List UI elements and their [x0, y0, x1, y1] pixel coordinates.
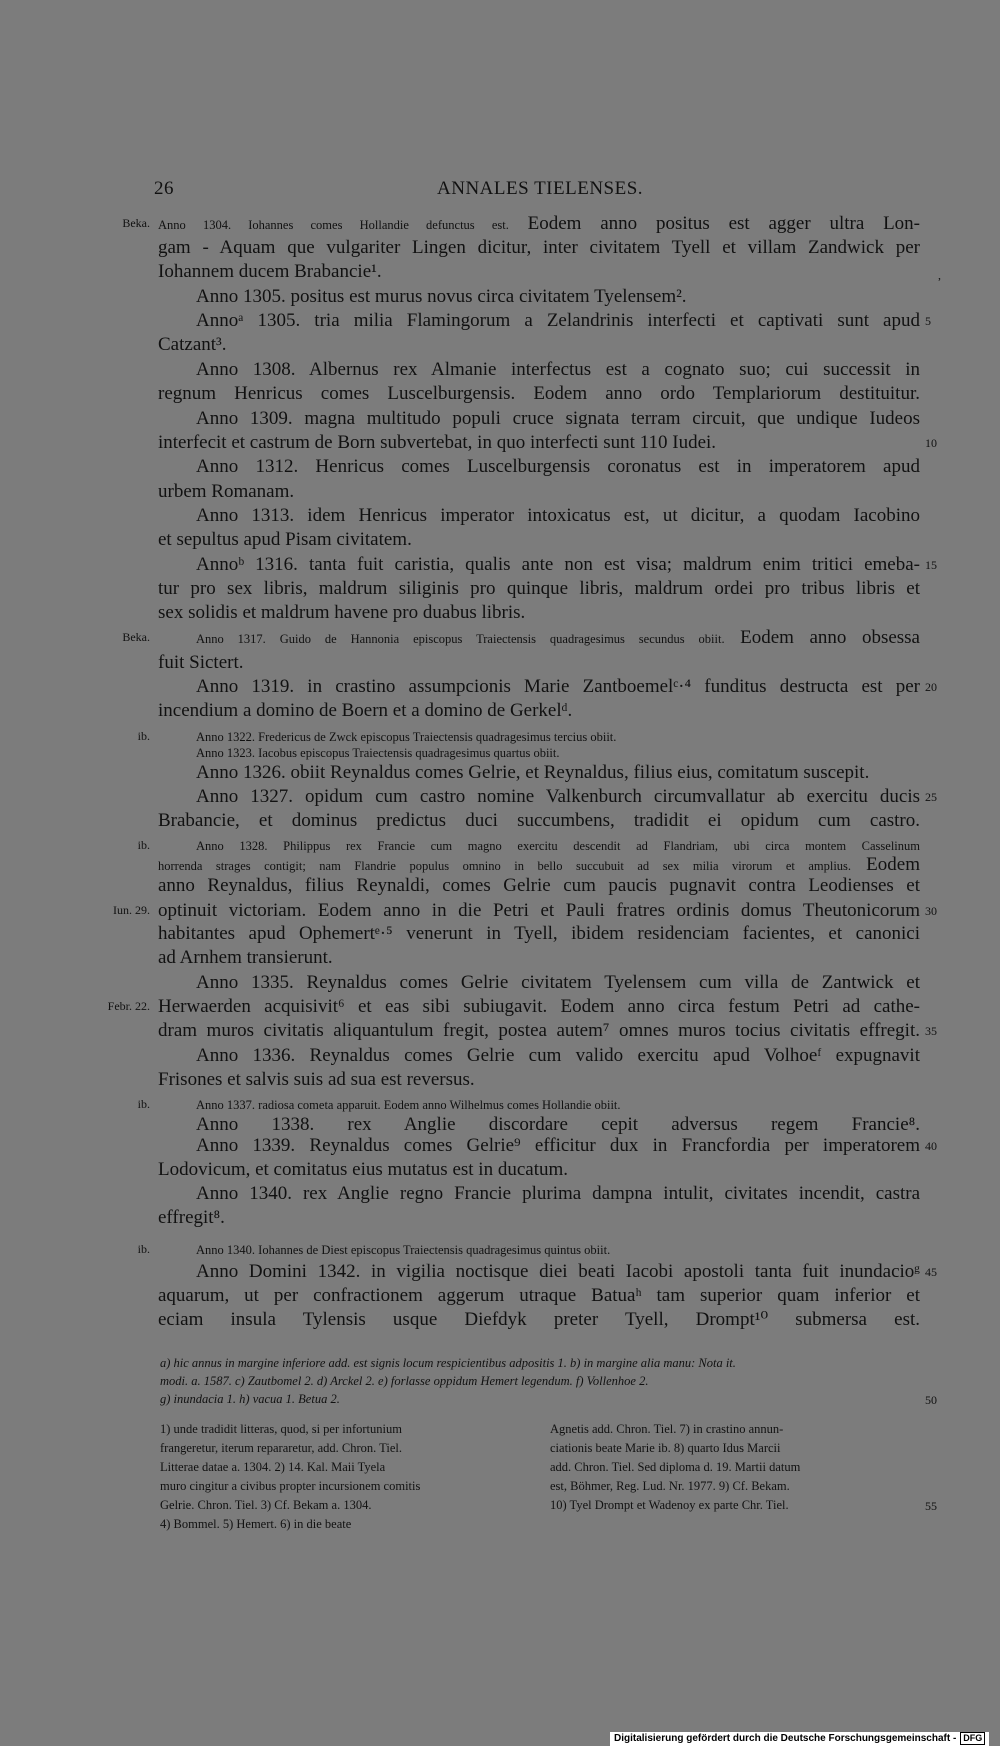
- line-number: 5: [925, 314, 931, 328]
- footnote-line: Agnetis add. Chron. Tiel. 7) in crastino annun-: [550, 1422, 784, 1436]
- text-line: Anno 1317. Guido de Hannonia episcopus Traiectensis quadragesimus secundus obiit. Eodem anno obsessa: [196, 627, 920, 648]
- footnote-line: est, Böhmer, Reg. Lud. Nr. 1977. 9) Cf. Bekam.: [550, 1479, 790, 1493]
- line-number: 25: [925, 790, 937, 804]
- footnote-line: add. Chron. Tiel. Sed diploma d. 19. Martii datum: [550, 1460, 801, 1474]
- text-line: Anno 1335. Reynaldus comes Gelrie civitatem Tyelensem cum villa de Zantwick et: [196, 972, 920, 993]
- text-line: Anno 1326. obiit Reynaldus comes Gelrie, et Reynaldus, filius eius, comitatum suscepit.: [196, 762, 870, 783]
- small-print: Anno 1317. Guido de Hannonia episcopus Traiectensis quadragesimus secundus obiit.: [196, 632, 725, 646]
- text-line: Anno 1309. magna multitudo populi cruce signata terram circuit, que undique Iudeos: [196, 408, 920, 429]
- text-line: aquarum, ut per confractionem aggerum utraque Batuaʰ tam superior quam inferior et: [158, 1285, 920, 1306]
- text-line: Anno 1319. in crastino assumpcionis Marie Zantboemelᶜ·⁴ funditus destructa est per: [196, 676, 920, 697]
- text-line: eciam insula Tylensis usque Diefdyk preter Tyell, Drompt¹⁰ submersa est.: [158, 1309, 920, 1330]
- source-sidenote: ib.: [137, 1097, 150, 1111]
- line-number: 15: [925, 558, 937, 572]
- source-sidenote: Beka.: [122, 216, 150, 230]
- text-line: Anno 1336. Reynaldus comes Gelrie cum valido exercitu apud Volhoeᶠ expugnavit: [196, 1045, 920, 1066]
- line-number: 10: [925, 436, 937, 450]
- dfg-logo: DFG: [960, 1732, 985, 1745]
- source-sidenote: Febr. 22.: [107, 999, 150, 1013]
- text-line: Herwaerden acquisivit⁶ et eas sibi subiugavit. Eodem anno circa festum Petri ad cathe-: [158, 996, 920, 1017]
- text-line: incendium a domino de Boern et a domino de Gerkelᵈ.: [158, 700, 573, 721]
- line-number: 20: [925, 680, 937, 694]
- text-line: Catzant³.: [158, 334, 227, 355]
- line-number: 45: [925, 1265, 937, 1279]
- margin-mark: ,: [938, 268, 941, 282]
- text-line: Anno 1323. Iacobus episcopus Traiectensis quadragesimus quartus obiit.: [196, 746, 560, 760]
- text-line: Annoᵃ 1305. tria milia Flamingorum a Zelandrinis interfecti et captivati sunt apud: [196, 310, 920, 331]
- text-line: interfecit et castrum de Born subvertebat, in quo interfecti sunt 110 Iudei.: [158, 432, 717, 453]
- footnote-line: Litterae datae a. 1304. 2) 14. Kal. Maii Tyela: [160, 1460, 386, 1474]
- line-number: 40: [925, 1139, 937, 1153]
- text-line: habitantes apud Ophemertᵉ·⁵ venerunt in Tyell, ibidem residenciam facientes, et canonici: [158, 923, 920, 944]
- small-print: horrenda strages contigit; nam Flandrie populus omnino in bello succubuit ad sex milia virorum et amplius.: [158, 859, 852, 873]
- text-line: Anno 1340. Iohannes de Diest episcopus Traiectensis quadragesimus quintus obiit.: [196, 1243, 611, 1257]
- source-sidenote: Iun. 29.: [113, 903, 150, 917]
- page-number: 26: [154, 178, 174, 199]
- text-line: Iohannem ducem Brabancie¹.: [158, 261, 382, 282]
- text-line: Anno 1322. Fredericus de Zwck episcopus Traiectensis quadragesimus tercius obiit.: [196, 730, 617, 744]
- text-line: Anno Domini 1342. in vigilia noctisque diei beati Iacobi apostoli tanta fuit inundacioᵍ: [196, 1261, 920, 1282]
- text-line: Annoᵇ 1316. tanta fuit caristia, qualis ante non est visa; maldrum enim tritici emeba-: [196, 554, 920, 575]
- text-line: anno Reynaldus, filius Reynaldi, comes Gelrie cum paucis pugnavit contra Leodienses et: [158, 875, 920, 896]
- text-line: tur pro sex libris, maldrum siliginis pro quinque libris, maldrum ordei pro tribus libris et: [158, 578, 920, 599]
- footnote-line: muro cingitur a civibus propter incursionem comitis: [160, 1479, 421, 1493]
- text-line: horrenda strages contigit; nam Flandrie populus omnino in bello succubuit ad sex milia virorum et amplius. Eodem: [158, 854, 920, 875]
- footnote-line: 1) unde tradidit litteras, quod, si per infortunium: [160, 1422, 402, 1436]
- source-sidenote: ib.: [137, 729, 150, 743]
- line-number: 50: [925, 1393, 937, 1407]
- text-line: et sepultus apud Pisam civitatem.: [158, 529, 412, 550]
- running-title: ANNALES TIELENSES.: [437, 178, 644, 199]
- text-line: urbem Romanam.: [158, 481, 295, 502]
- source-sidenote: ib.: [137, 838, 150, 852]
- footnote-line: ciationis beate Marie ib. 8) quarto Idus Marcii: [550, 1441, 781, 1455]
- text-line: gam - Aquam que vulgariter Lingen dicitur, inter civitatem Tyell et villam Zandwick per: [158, 237, 920, 258]
- apparatus-line: g) inundacia 1. h) vacua 1. Betua 2.: [160, 1392, 340, 1406]
- text-line: Anno 1305. positus est murus novus circa civitatem Tyelensem².: [196, 286, 687, 307]
- text-line: sex solidis et maldrum havene pro duabus libris.: [158, 602, 526, 623]
- line-number: 55: [925, 1499, 937, 1513]
- source-sidenote: Beka.: [122, 630, 150, 644]
- dfg-footer: [610, 1732, 989, 1746]
- text-line: Frisones et salvis suis ad sua est reversus.: [158, 1069, 475, 1090]
- text-line: Anno 1304. Iohannes comes Hollandie defunctus est. Eodem anno positus est agger ultra Lon-: [158, 213, 921, 234]
- text-line: optinuit victoriam. Eodem anno in die Petri et Pauli fratres ordinis domus Theutonicorum: [158, 900, 920, 921]
- source-sidenote: ib.: [137, 1242, 150, 1256]
- text-line: Lodovicum, et comitatus eius mutatus est in ducatum.: [158, 1159, 569, 1180]
- line-number: 35: [925, 1024, 937, 1038]
- text-line: Anno 1312. Henricus comes Luscelburgensis coronatus est in imperatorem apud: [196, 456, 920, 477]
- text-line: dram muros civitatis aliquantulum fregit, postea autem⁷ omnes muros tocius civitatis effregit.: [158, 1020, 920, 1041]
- footnote-line: 10) Tyel Drompt et Wadenoy ex parte Chr. Tiel.: [550, 1498, 789, 1512]
- text-line: effregit⁸.: [158, 1207, 225, 1228]
- text-line: Anno 1338. rex Anglie discordare cepit adversus regem Francie⁸.: [196, 1114, 920, 1135]
- apparatus-line: modi. a. 1587. c) Zautbomel 2. d) Arckel 2. e) forlasse oppidum Hemert legendum. f) Vollenhoe 2.: [160, 1374, 649, 1388]
- text-line: Anno 1337. radiosa cometa apparuit. Eodem anno Wilhelmus comes Hollandie obiit.: [196, 1098, 621, 1112]
- footnote-line: Gelrie. Chron. Tiel. 3) Cf. Bekam a. 1304.: [160, 1498, 372, 1512]
- apparatus-line: a) hic annus in margine inferiore add. est signis locum respicientibus adpositis 1. b) in margine alia manu: Nota it.: [160, 1356, 736, 1370]
- text-line: Anno 1328. Philippus rex Francie cum magno exercitu descendit ad Flandriam, ubi circa montem Casselinum: [196, 839, 920, 853]
- text-line: Anno 1340. rex Anglie regno Francie plurima dampna intulit, civitates incendit, castra: [196, 1183, 920, 1204]
- text-line: Anno 1308. Albernus rex Almanie interfectus est a cognato suo; cui successit in: [196, 359, 920, 380]
- text-line: ad Arnhem transierunt.: [158, 947, 333, 968]
- footnote-line: 4) Bommel. 5) Hemert. 6) in die beate: [160, 1517, 352, 1531]
- footnote-line: frangeretur, iterum repararetur, add. Chron. Tiel.: [160, 1441, 402, 1455]
- text-line: Anno 1327. opidum cum castro nomine Valkenburch circumvallatur ab exercitu ducis: [196, 786, 920, 807]
- text-line: Brabancie, et dominus predictus duci succumbens, tradidit ei opidum cum castro.: [158, 810, 920, 831]
- text-line: regnum Henricus comes Luscelburgensis. Eodem anno ordo Templariorum destituitur.: [158, 383, 920, 404]
- text-line: fuit Sictert.: [158, 652, 244, 673]
- footer-text: Digitalisierung gefördert durch die Deutsche Forschungsgemeinschaft -: [614, 1733, 957, 1744]
- small-print: Anno 1304. Iohannes comes Hollandie defunctus est.: [158, 218, 509, 232]
- text-line: Anno 1339. Reynaldus comes Gelrie⁹ efficitur dux in Francfordia per imperatorem: [196, 1135, 920, 1156]
- line-number: 30: [925, 904, 937, 918]
- text-line: Anno 1313. idem Henricus imperator intoxicatus est, ut dicitur, a quodam Iacobino: [196, 505, 920, 526]
